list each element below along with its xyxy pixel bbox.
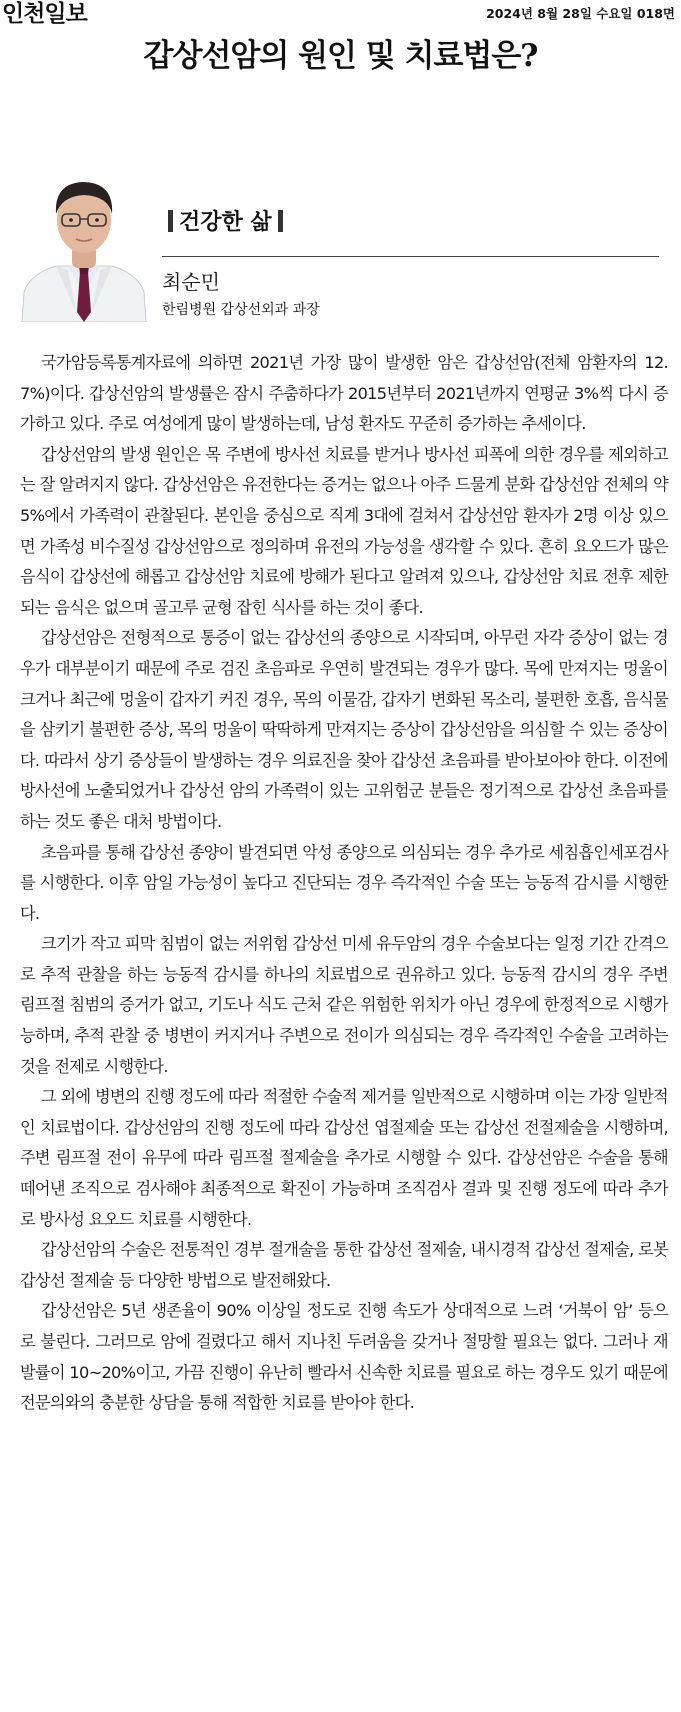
masthead (0, 0, 681, 30)
article-paragraph: 갑상선암은 전형적으로 통증이 없는 갑상선의 종양으로 시작되며, 아무런 자각 증상이 없는 경우가 대부분이기 때문에 주로 검진 초음파로 우연히 발견되는 경우가 많다. 목에 만져지는 멍울이 크거나 최근에 멍울이 갑자기 커진 경우, 목의 이물감, 갑자기 변화된 목소리, 불편한 호흡, 음식물을 삼키기 불편한 증상, 목의 멍울이 딱딱하게 만져지는 증상이 갑상선암을 의심할 수 있는 증상이다. 따라서 상기 증상들이 발생하는 경우 의료진을 찾아 갑상선 초음파를 받아보아야 한다. 이전에 방사선에 노출되었거나 갑상선 암의 가족력이 있는 고위험군 분들은 정기적으로 갑상선 초음파를 하는 것도 좋은 대처 방법이다. (20, 628, 668, 831)
article-paragraph: 갑상선암은 5년 생존율이 90% 이상일 정도로 진행 속도가 상대적으로 느려 ‘거북이 암’ 등으로 불린다. 그러므로 암에 걸렸다고 해서 지나친 두려움을 갖거나 절망할 필요는 없다. 그러나 재발률이 10~20%이고, 가끔 진행이 유난히 빨라서 신속한 치료를 필요로 하는 경우도 있기 때문에 전문의와의 충분한 상담을 통해 적합한 치료를 받아야 한다. (20, 1301, 668, 1413)
article-headline: 갑상선암의 원인 및 치료법은? (143, 38, 538, 74)
article-paragraph: 갑상선암의 수술은 전통적인 경부 절개술을 통한 갑상선 절제술, 내시경적 갑상선 절제술, 로봇 갑상선 절제술 등 다양한 방법으로 발전해왔다. (20, 1240, 668, 1290)
section-tag-bar-right (278, 210, 283, 232)
author-photo (20, 162, 148, 322)
author-name: 최순민 (162, 270, 220, 294)
dateline: 2024년 8월 28일 수요일 018면 (486, 6, 675, 21)
article-paragraph: 그 외에 병변의 진행 정도에 따라 적절한 수술적 제거를 일반적으로 시행하며 이는 가장 일반적인 치료법이다. 갑상선암의 진행 정도에 따라 갑상선 엽절제술 또는 갑상선 전절제술을 시행하며, 주변 림프절 전이 유무에 따라 림프절 절제술을 추가로 시행할 수 있다. 갑상선암은 수술을 통해 떼어낸 조직으로 검사해야 최종적으로 확진이 가능하며 조직검사 결과 및 진행 정도에 따라 추가로 방사성 요오드 치료를 시행한다. (20, 1087, 668, 1229)
article-paragraph: 국가암등록통계자료에 의하면 2021년 가장 많이 발생한 암은 갑상선암(전체 암환자의 12.7%)이다. 갑상선암의 발생률은 잠시 주춤하다가 2015년부터 2021년까지 연평균 3%씩 다시 증가하고 있다. 주로 여성에게 많이 발생하는데, 남성 환자도 꾸준히 증가하는 추세이다. (20, 353, 668, 434)
author-portrait-image (20, 162, 148, 322)
byline-divider (162, 256, 659, 257)
author-affiliation: 한림병원 갑상선외과 과장 (162, 302, 320, 318)
article-paragraph: 크기가 작고 피막 침범이 없는 저위험 갑상선 미세 유두암의 경우 수술보다는 일정 기간 간격으로 추적 관찰을 하는 능동적 감시를 하나의 치료법으로 권유하고 있다. 능동적 감시의 경우 주변 림프절 침범의 증거가 없고, 기도나 식도 근처 같은 위험한 위치가 아닌 경우에 한정적으로 시행가능하며, 추적 관찰 중 병변이 커지거나 주변으로 전이가 의심되는 경우 즉각적인 수술을 고려하는 것을 전제로 시행한다. (20, 934, 668, 1076)
section-tag-bar-left (168, 210, 173, 232)
article-body (20, 348, 668, 1419)
column-section-name: 건강한 삶 (179, 210, 272, 235)
column-section-tag (162, 208, 289, 238)
article-paragraph: 초음파를 통해 갑상선 종양이 발견되면 악성 종양으로 의심되는 경우 추가로 세침흡인세포검사를 시행한다. 이후 암일 가능성이 높다고 진단되는 경우 즉각적인 수술 또는 능동적 감시를 시행한다. (20, 842, 669, 923)
article-paragraph: 갑상선암의 발생 원인은 목 주변에 방사선 치료를 받거나 방사선 피폭에 의한 경우를 제외하고는 잘 알려지지 않다. 갑상선암은 유전한다는 증거는 없으나 아주 드물게 분화 갑상선암 전체의 약 5%에서 가족력이 관찰된다. 본인을 중심으로 직계 3대에 걸쳐서 갑상선암 환자가 2명 이상 있으면 가족성 비수질성 갑상선암으로 정의하며 유전의 가능성을 생각할 수 있다. 흔히 요오드가 많은 음식이 갑상선에 해롭고 갑상선암 치료에 방해가 된다고 알려져 있으나, 갑상선암 치료 전후 제한되는 음식은 없으며 골고루 균형 잡힌 식사를 하는 것이 좋다. (20, 444, 668, 617)
newspaper-logo: 인천일보 (2, 1, 87, 27)
